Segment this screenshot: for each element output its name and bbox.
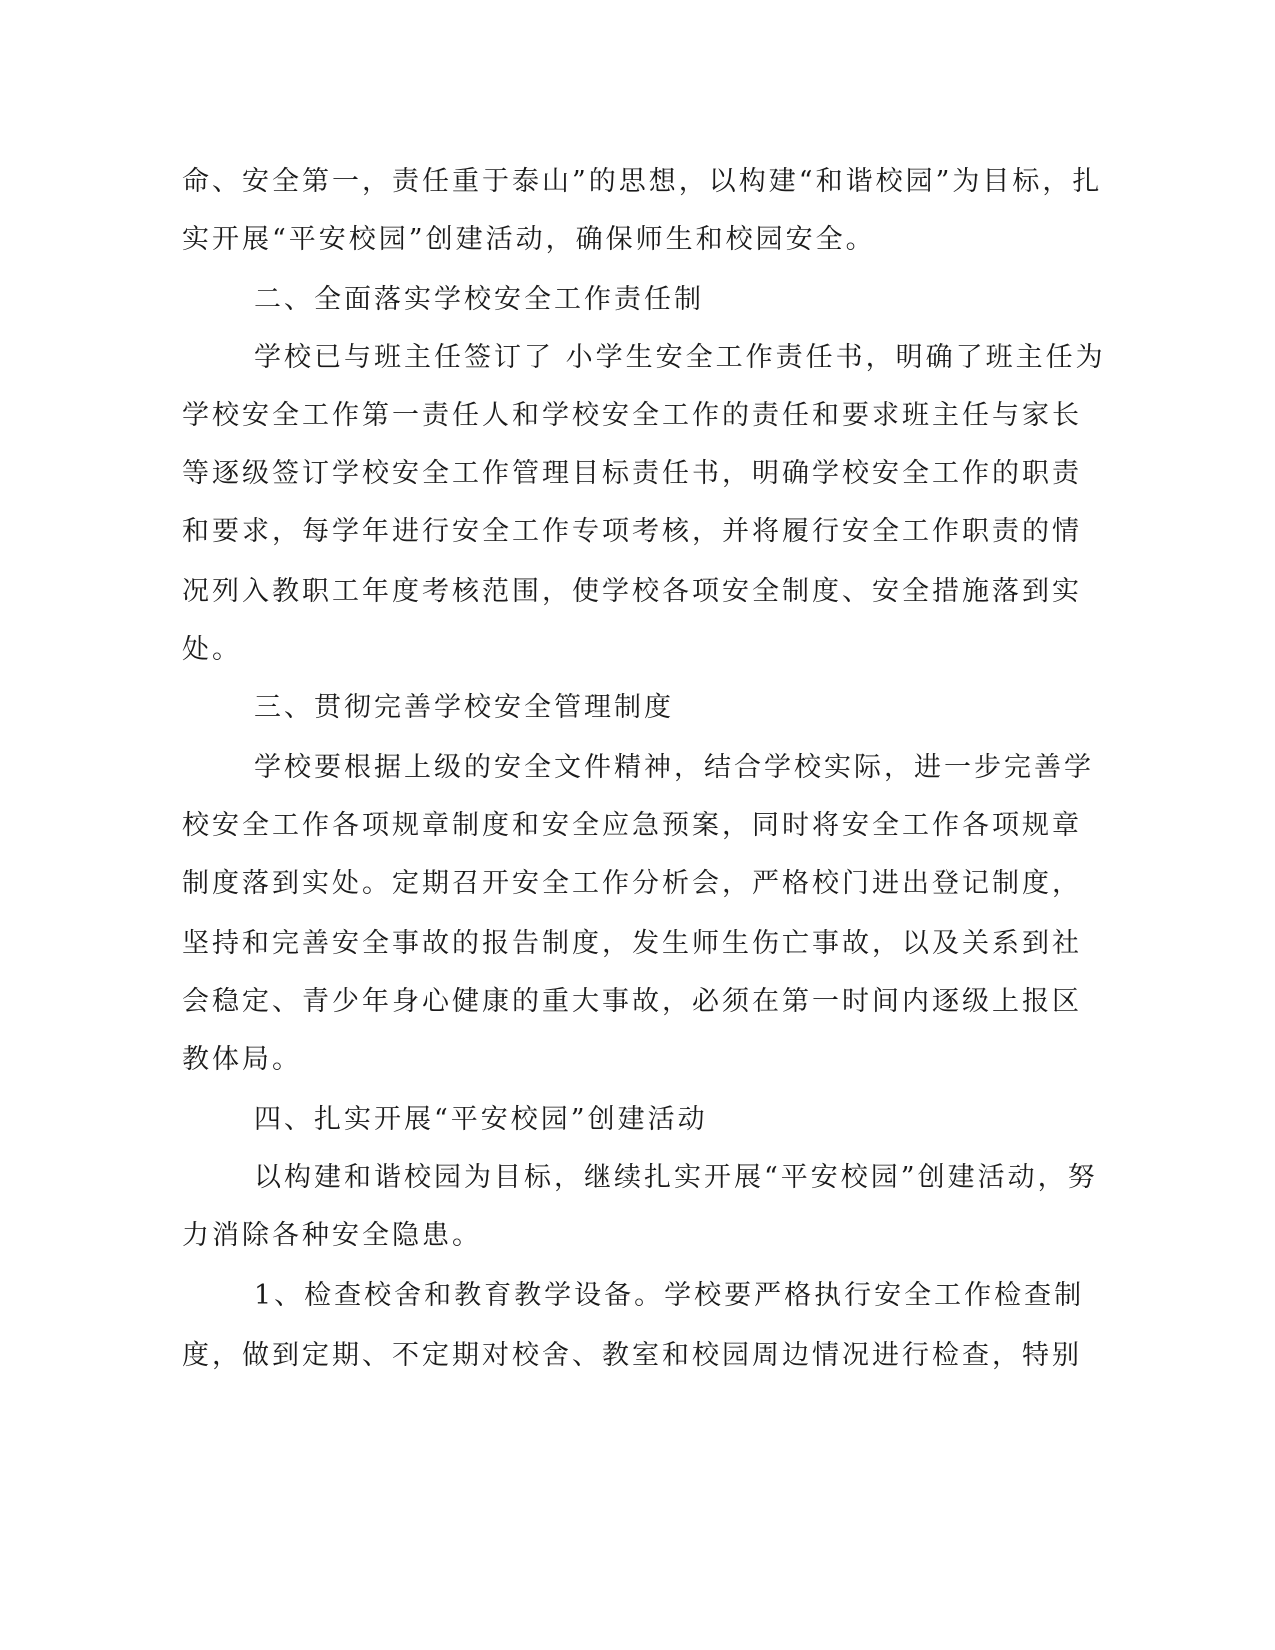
paragraph-line: 会稳定、青少年身心健康的重大事故，必须在第一时间内逐级上报区 — [182, 986, 1082, 1017]
paragraph-line: 实开展“平安校园”创建活动，确保师生和校园安全。 — [182, 224, 876, 255]
paragraph-line: 教体局。 — [182, 1044, 302, 1075]
paragraph-line: 和要求，每学年进行安全工作专项考核，并将履行安全工作职责的情 — [182, 516, 1082, 547]
paragraph-line: 处。 — [182, 634, 242, 665]
paragraph-line: 制度落到实处。定期召开安全工作分析会，严格校门进出登记制度， — [182, 868, 1082, 899]
paragraph-line: 1、检查校舍和教育教学设备。学校要严格执行安全工作检查制 — [254, 1280, 1085, 1311]
paragraph-line: 命、安全第一，责任重于泰山”的思想，以构建“和谐校园”为目标，扎 — [182, 166, 1103, 197]
paragraph-line: 以构建和谐校园为目标，继续扎实开展“平安校园”创建活动，努 — [254, 1162, 1098, 1193]
paragraph-line: 学校已与班主任签订了 小学生安全工作责任书，明确了班主任为 — [254, 342, 1106, 373]
paragraph-line: 校安全工作各项规章制度和安全应急预案，同时将安全工作各项规章 — [182, 810, 1082, 841]
paragraph-line: 等逐级签订学校安全工作管理目标责任书，明确学校安全工作的职责 — [182, 458, 1082, 489]
section-heading: 二、全面落实学校安全工作责任制 — [254, 284, 704, 315]
paragraph-line: 学校安全工作第一责任人和学校安全工作的责任和要求班主任与家长 — [182, 400, 1082, 431]
paragraph-line: 力消除各种安全隐患。 — [182, 1220, 482, 1251]
paragraph-line: 学校要根据上级的安全文件精神，结合学校实际，进一步完善学 — [254, 752, 1094, 783]
paragraph-line: 况列入教职工年度考核范围，使学校各项安全制度、安全措施落到实 — [182, 576, 1082, 607]
section-heading: 三、贯彻完善学校安全管理制度 — [254, 692, 674, 723]
paragraph-line: 坚持和完善安全事故的报告制度，发生师生伤亡事故，以及关系到社 — [182, 928, 1082, 959]
paragraph-line: 度，做到定期、不定期对校舍、教室和校园周边情况进行检查，特别 — [182, 1340, 1082, 1371]
section-heading: 四、扎实开展“平安校园”创建活动 — [254, 1104, 708, 1135]
